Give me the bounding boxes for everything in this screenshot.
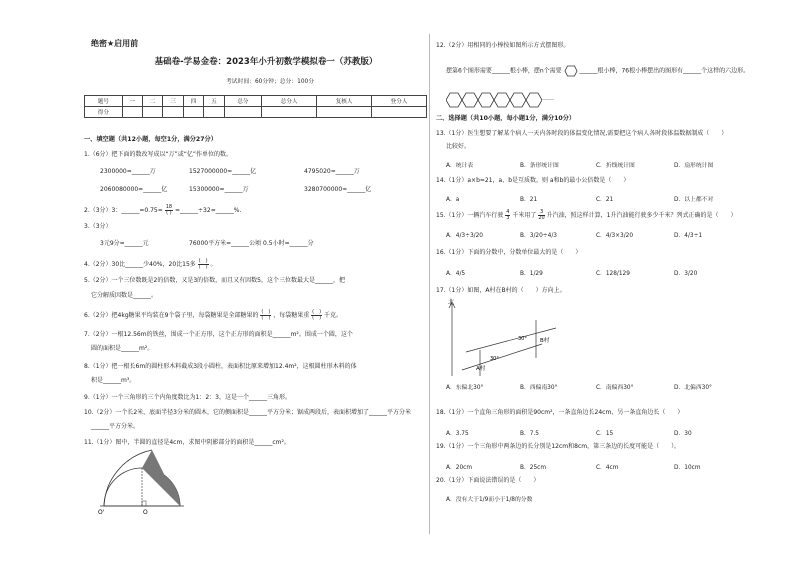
q3-part-b: 76000平方米=______公顷 0.5小时=______分 [189, 240, 314, 247]
q15-option-c[interactable]: C．4/3×3/20 [596, 233, 634, 239]
question-13-cont: 比较好。 [446, 143, 471, 150]
q14-option-a[interactable]: A．a [446, 197, 460, 203]
score-header-row [85, 96, 427, 107]
q18-option-d[interactable]: D．30 [674, 431, 692, 437]
score-cell[interactable] [163, 107, 183, 118]
label-o: O [143, 509, 148, 516]
q2-text-end: =______÷32=______%. [175, 207, 242, 214]
north-label: 北 [448, 299, 455, 306]
question-10-cont: ______平方分米。 [91, 423, 140, 430]
score-header-cell: 四 [183, 96, 203, 107]
question-5: 5.（2分）一个三位数既是2的倍数，又是3的倍数，而且又有因数5，这个三位数最大是______，把 [84, 277, 345, 284]
score-cell[interactable] [204, 107, 224, 118]
q1-part-e: 15300000=______万 [189, 186, 249, 193]
question-8-cont: 积是______m³。 [91, 377, 136, 384]
q1-part-b: 1527000000≈______亿 [189, 168, 257, 175]
hexagon-icon [564, 65, 578, 77]
score-header-cell: 三 [163, 96, 183, 107]
score-header-cell: 一 [122, 96, 142, 107]
q13-option-d[interactable]: D．扇形统计图 [674, 163, 714, 169]
q19-option-b[interactable]: B．25cm [520, 465, 546, 471]
secret-label: 绝密★启用前 [91, 39, 139, 48]
q17-option-b[interactable]: B．西偏南30° [520, 385, 558, 391]
score-header-cell: 二 [143, 96, 163, 107]
q17-option-c[interactable]: C．南偏西30° [596, 385, 634, 391]
angle-label-a: 30° [490, 356, 499, 362]
question-12: 12.（2分）用相同的小棒按如图所示方式摆图形。 [436, 42, 570, 49]
score-value-row [85, 107, 427, 118]
q13-option-b[interactable]: B．条形统计图 [520, 163, 559, 169]
score-cell[interactable] [122, 107, 142, 118]
question-7: 7.（2分）一根12.56m的铁丝，围成一个正方形，这个正方形的面积是______m²。围成一个圆，这个 [84, 331, 353, 338]
q1-part-c: 4795020≈______万 [304, 168, 360, 175]
q13-option-a[interactable]: A．统计表 [446, 163, 474, 169]
semicircle-figure [96, 448, 188, 516]
score-header-cell: 题号 [85, 96, 123, 107]
score-cell[interactable] [183, 107, 203, 118]
score-cell[interactable] [143, 107, 163, 118]
score-cell[interactable] [262, 107, 317, 118]
score-cell[interactable] [317, 107, 372, 118]
question-4: 4.（2分）30比______少40%，20比15多 $\frac{( )}{( )}$ 。 [84, 258, 217, 270]
angle-label-b: 30° [518, 336, 527, 342]
question-17: 17.（1分）如图，A村在B村的（ ）方向上。 [436, 287, 566, 294]
q2-fraction: $\frac{18}{( )}$ [165, 204, 173, 216]
question-18: 18.（1分）一个直角三角形的面积是90cm²，一条直角边长24cm，另一条直角边长（ ） [436, 409, 684, 416]
score-header-cell: 总分人 [262, 96, 317, 107]
score-row-label: 得分 [85, 107, 123, 118]
q18-option-b[interactable]: B．7.5 [520, 431, 539, 437]
q17-option-d[interactable]: D．北偏西30° [674, 385, 712, 391]
q12-part-a: 摆第6个图形需要______根小棒，摆n个需要 ______根小棒，76根小棒摆出的图形有______个这样的六边形。 [446, 65, 749, 77]
village-a-label: A村 [476, 366, 486, 372]
exam-info: 考试时间：60分钟；总分：100分 [225, 79, 314, 85]
q15-fraction-fuel: $\frac{3}{20}$ [538, 209, 545, 221]
q13-option-c[interactable]: C．折线统计图 [596, 163, 635, 169]
q17-option-a[interactable]: A．东偏北30° [446, 385, 484, 391]
q1-part-d: 2060080000=______亿 [100, 186, 168, 193]
question-6: 6.（2分）把4kg糖果平均装在9个袋子里，每袋糖果是全部糖果的 $\frac{( )}{( )}$ ，每袋糖果重 $\frac{( )}{( )}$ 千克。 [84, 309, 342, 321]
question-2 [84, 205, 241, 216]
question-10: 10.（2分）一个长2米，底面半径3分米的圆木，它的侧面积是______平方分米；锯成两段后，表面积增加了______平方分米 [84, 409, 411, 416]
score-table [84, 95, 427, 118]
hexagon-chain-figure [446, 92, 542, 108]
q15-option-a[interactable]: A．4/3÷3/20 [446, 233, 483, 239]
score-header-cell: 登分人 [372, 96, 427, 107]
question-13: 13.（1分）医生想要了解某个病人一天内各时段的体温变化情况,需要把这个病人各时段体温数据制成（ ） [436, 130, 728, 137]
village-b-label: B村 [540, 338, 550, 344]
score-header-cell: 五 [204, 96, 224, 107]
question-8: 8.（1分）把一根长6m的圆柱形木料截成3段小圆柱，表面积比原来增加12.4m²，这根圆柱形木料的体 [84, 363, 357, 370]
question-11: 11.（1分）图中，半圆的直径是4cm，求图中阴影部分的面积是______cm²。 [84, 439, 290, 446]
question-15: 15.（1分）一辆汽车行驶 $\frac{4}{3}$ 千米用了 $\frac{3}{20}$ 升汽油，照这样计算，1升汽油能行驶多少千米？列式正确的是（ ） [436, 209, 737, 221]
score-cell[interactable] [224, 107, 262, 118]
question-16: 16.（1分）下面的分数中，分数单位最大的是（ ） [436, 249, 582, 256]
question-14: 14.（1分）a×b=21，a、b是互质数，则 a和b的最小公倍数是（ ） [436, 177, 630, 184]
q2-text: 2.（3分）3：______=0.75= [84, 207, 163, 214]
q14-option-b[interactable]: B．21 [520, 197, 538, 203]
question-20: 20.（1分）下面说法错误的是（ ） [436, 477, 540, 484]
q1-part-f: 3280700000≈______亿 [304, 186, 372, 193]
q14-option-c[interactable]: C．21 [596, 197, 614, 203]
direction-figure [446, 298, 566, 378]
q4-fraction-blank[interactable]: $\frac{( )}{( )}$ [198, 258, 208, 270]
q16-option-a[interactable]: A．4/5 [446, 271, 466, 277]
question-3: 3.（3分） [84, 223, 112, 230]
q19-option-a[interactable]: A．20cm [446, 465, 472, 471]
score-header-cell: 总分 [224, 96, 262, 107]
q15-fraction-distance: $\frac{4}{3}$ [506, 209, 510, 221]
page-title: 基础卷-学易金卷：2023年小升初数学模拟卷一（苏教版） [154, 57, 378, 67]
q16-option-c[interactable]: C．128/129 [596, 271, 630, 277]
label-o-prime: O' [98, 509, 105, 516]
question-9: 9.（1分）一个三角形的三个内角度数比为1：2：3，这是一个______三角形。 [84, 394, 291, 401]
q16-option-b[interactable]: B．1/29 [520, 271, 543, 277]
q15-option-b[interactable]: B．3/20÷4/3 [520, 233, 557, 239]
q18-option-c[interactable]: C．15 [596, 431, 614, 437]
q20-option-a[interactable]: A．没有大于1/9而小于1/8的分数 [446, 497, 533, 503]
q15-option-d[interactable]: D．4/3÷1 [674, 233, 703, 239]
q18-option-a[interactable]: A．3.75 [446, 431, 469, 437]
question-1: 1.（6分）把下面的数改写成以“万”或“亿”作单位的数。 [84, 151, 232, 158]
q19-option-d[interactable]: D．10cm [674, 465, 701, 471]
q1-part-a: 2300000=______万 [100, 168, 156, 175]
question-7-cont: 圆的面积是______m²。 [91, 345, 154, 352]
score-header-cell: 复核人 [317, 96, 372, 107]
section-multiple-choice: 二、选择题（共10小题，每小题1分，满分10分） [436, 115, 576, 122]
q6-fraction-blank[interactable]: $\frac{( )}{( )}$ [261, 309, 271, 321]
q16-option-d[interactable]: D．3/20 [674, 271, 698, 277]
q19-option-c[interactable]: C．4cm [596, 465, 619, 471]
column-divider [429, 34, 430, 534]
q6-fraction-blank-2[interactable]: $\frac{( )}{( )}$ [312, 309, 322, 321]
score-cell[interactable] [372, 107, 427, 118]
q14-option-d[interactable]: D．以上都不对 [674, 197, 714, 203]
question-19: 19.（1分）一个三角形中两条边的长分别是12cm和8cm，第三条边的长度可能是（ ）。 [436, 443, 681, 450]
section-fill-blank: 一、填空题（共12小题，每空1分，满分27分） [84, 136, 217, 143]
question-5-cont: 它分解质因数是______。 [91, 292, 158, 299]
q12-ellipsis: …… [542, 95, 554, 102]
q3-part-a: 3元9分=______元 [100, 240, 149, 247]
